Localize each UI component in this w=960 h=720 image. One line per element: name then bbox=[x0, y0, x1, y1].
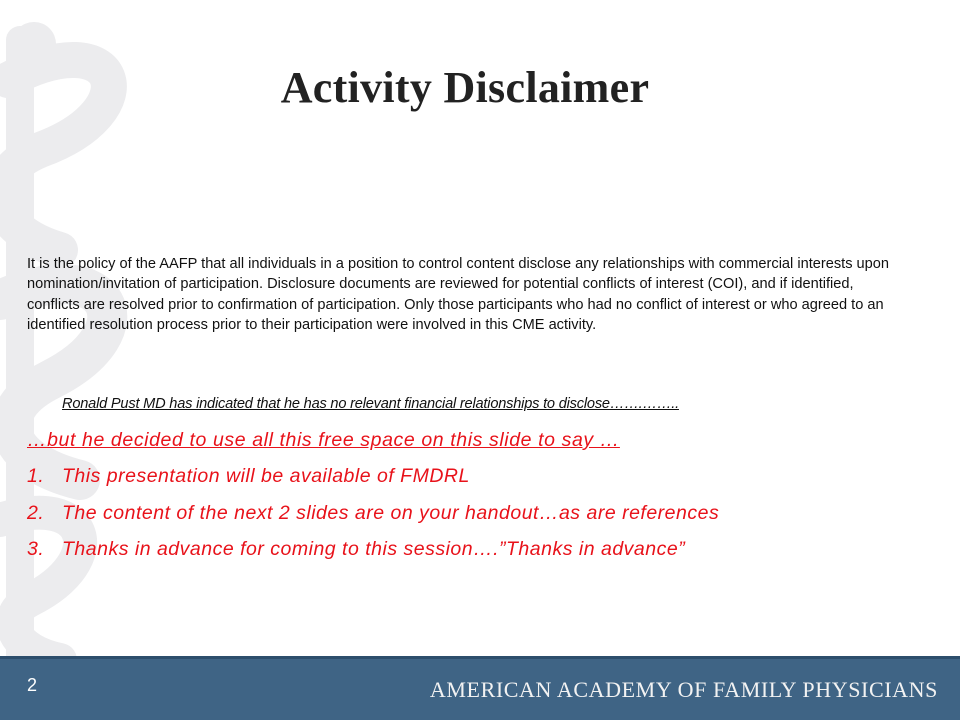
financial-disclosure-statement: Ronald Pust MD has indicated that he has no relevant financial relationships to disclose…….…….. bbox=[62, 396, 679, 412]
list-item-number: 3. bbox=[27, 538, 45, 560]
policy-paragraph: It is the policy of the AAFP that all individuals in a position to control content disclose any relationships with commercial interests upon nomination/invitation of participation. Disclosure documents are reviewed for potential conflicts of interest (COI), and if identified, conflicts are resolved prior to confirmation of participation. Only those participants who had no conflict of interest or who agreed to an identified resolution process prior to their participation were involved in this CME activity. bbox=[27, 256, 890, 333]
list-item-number: 1. bbox=[27, 465, 45, 487]
intro-note: …but he decided to use all this free space on this slide to say … bbox=[27, 429, 620, 451]
list-item bbox=[27, 500, 719, 537]
list-item-number: 2. bbox=[27, 501, 45, 524]
page-number: 2 bbox=[27, 675, 38, 695]
list-item-text: Thanks in advance for coming to this session….”Thanks in advance” bbox=[62, 538, 686, 560]
list-item bbox=[27, 536, 719, 573]
slide-title: Activity Disclaimer bbox=[280, 63, 650, 112]
notes-list bbox=[27, 463, 719, 573]
list-item-text: The content of the next 2 slides are on your handout…as are references bbox=[62, 501, 720, 524]
list-item-text: This presentation will be available of FMDRL bbox=[62, 465, 470, 487]
organization-name: AMERICAN ACADEMY OF FAMILY PHYSICIANS bbox=[429, 677, 938, 702]
footer-bar bbox=[0, 656, 960, 720]
list-item bbox=[27, 463, 719, 500]
